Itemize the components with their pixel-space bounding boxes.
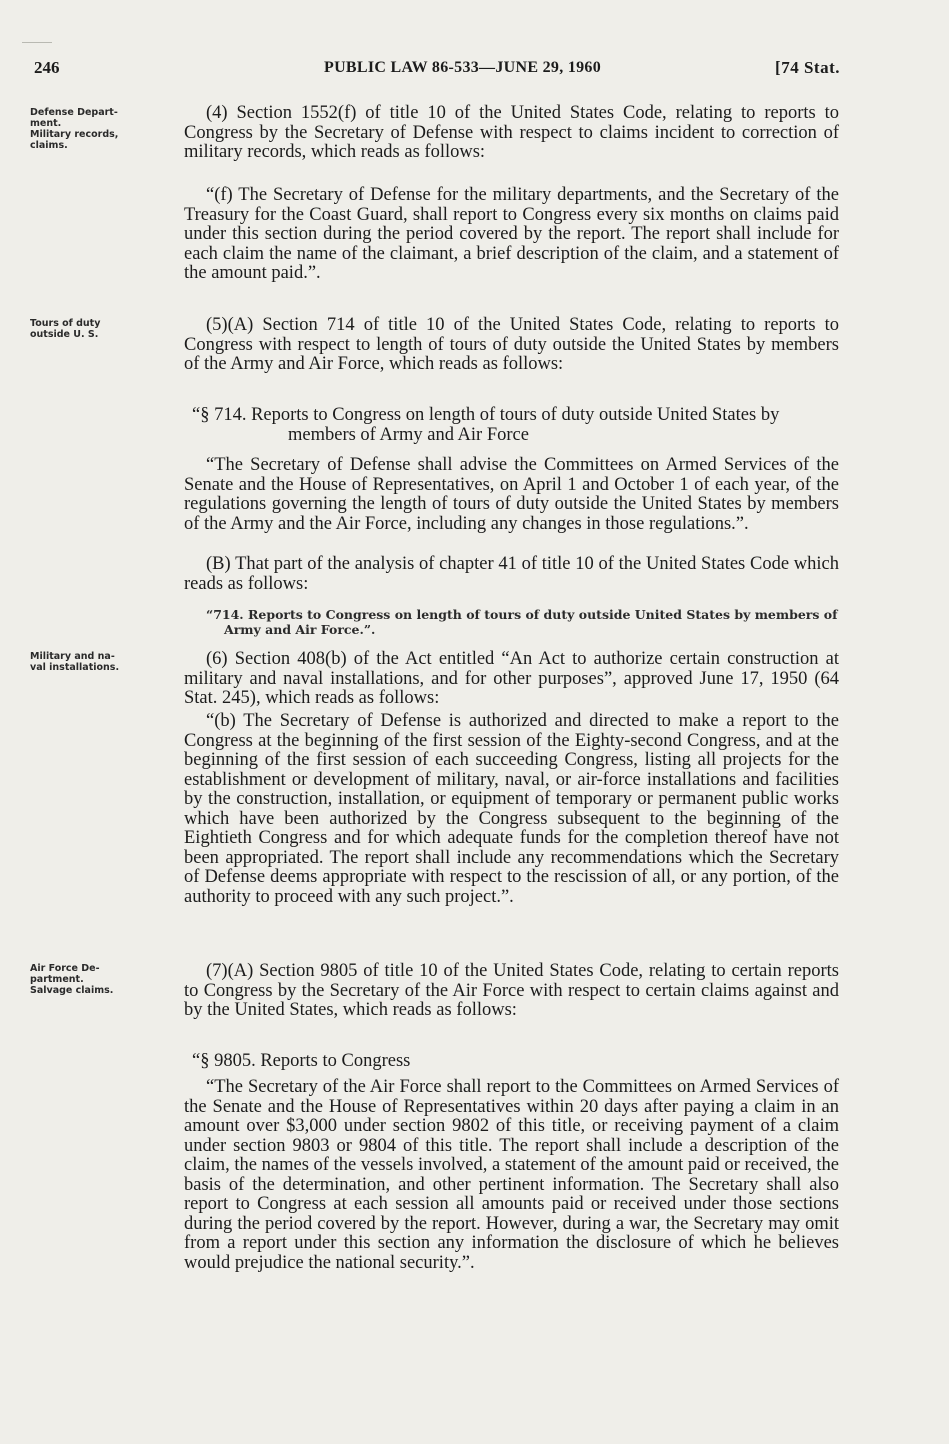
margin-note-line: Defense Depart- xyxy=(30,107,118,118)
statute-reference: [74 Stat. xyxy=(775,58,840,77)
margin-note-line: outside U. S. xyxy=(30,329,99,340)
paragraph-5b-quote: “714. Reports to Congress on length of tours of duty outside United States by members of Army and Air Force.”. xyxy=(206,607,838,637)
margin-note-airforce xyxy=(30,963,176,996)
margin-note-military xyxy=(30,651,176,673)
margin-note-line: partment. xyxy=(30,974,84,985)
margin-note-line: ment. xyxy=(30,118,62,129)
margin-note-defense xyxy=(30,107,176,151)
paragraph-4-quote: “(f) The Secretary of Defense for the military departments, and the Secretary of the Treasury for the Coast Guard, shall report to Congress every six months on claims paid under this section during the period covered by the report. The report shall include for each claim the name of the claimant, a brief description of the claim, and a statement of the amount paid.”. xyxy=(184,185,839,283)
margin-note-line: val installations. xyxy=(30,662,120,673)
margin-note-line: Air Force De- xyxy=(30,963,100,974)
margin-note-line: claims. xyxy=(30,140,68,151)
margin-note-line: Military and na- xyxy=(30,651,115,662)
margin-note-line: Tours of duty xyxy=(30,318,101,329)
section-714-text: “The Secretary of Defense shall advise the Committees on Armed Services of the Senate and the House of Representatives, on April 1 and October 1 of each year, of the regulations governing the length of tours of duty outside the United States by members of the Army and the Air Force, including any changes in those regulations.”. xyxy=(184,455,839,534)
page-number: 246 xyxy=(34,58,60,77)
margin-note-line: Military records, xyxy=(30,129,119,140)
paragraph-4: (4) Section 1552(f) of title 10 of the United States Code, relating to reports to Congress by the Secretary of Defense with respect to claims incident to correction of military records, which reads as follows: xyxy=(184,103,839,162)
margin-note-line: Salvage claims. xyxy=(30,985,114,996)
paragraph-5a: (5)(A) Section 714 of title 10 of the United States Code, relating to reports to Congress with respect to length of tours of duty outside the United States by members of the Army and Air Force, which reads as follows: xyxy=(184,315,839,374)
margin-note-tours xyxy=(30,318,176,340)
page-header xyxy=(34,58,840,84)
paragraph-5b: (B) That part of the analysis of chapter 41 of title 10 of the United States Code which reads as follows: xyxy=(184,554,839,594)
section-9805-heading: “§ 9805. Reports to Congress xyxy=(192,1051,411,1071)
section-9805-text: “The Secretary of the Air Force shall report to the Committees on Armed Services of the Senate and the House of Representatives within 20 days after paying a claim in an amount over $3,000 under section 9802 of this title, or receiving payment of a claim under section 9803 or 9804 of this title. The report shall include a description of the claim, the names of the vessels involved, a statement of the amount paid or received, the basis of the determination, and other pertinent information. The Secretary shall also report to Congress at each session all amounts paid or received under those sections during the period covered by the report. However, during a war, the Secretary may omit from a report under this section any information the disclosure of which he believes would prejudice the national security.”. xyxy=(184,1077,839,1273)
paragraph-6-quote: “(b) The Secretary of Defense is authorized and directed to make a report to the Congress at the beginning of the first session of the Eighty-second Congress, and at the beginning of the first session of each succeeding Congress, listing all projects for the establishment or development of military, naval, or air-force installations and facilities by the construction, installation, or equipment of temporary or permanent public works which have been authorized by the Congress subsequent to the beginning of the Eightieth Congress and for which adequate funds for the completion thereof have not been appropriated. The report shall include any recommendations which the Secretary of Defense deems appropriate with respect to the rescission of all, or any portion, of the authority to proceed with any such project.”. xyxy=(184,711,839,907)
scan-mark xyxy=(22,42,52,43)
section-714-heading: “§ 714. Reports to Congress on length of tours of duty outside United States by members of Army and Air Force xyxy=(192,405,780,445)
paragraph-6: (6) Section 408(b) of the Act entitled “An Act to authorize certain construction at military and naval installations, and for other purposes”, approved June 17, 1950 (64 Stat. 245), which reads as follows: xyxy=(184,649,839,708)
running-title: PUBLIC LAW 86-533—JUNE 29, 1960 xyxy=(324,59,602,76)
paragraph-7a: (7)(A) Section 9805 of title 10 of the United States Code, relating to certain reports to Congress by the Secretary of the Air Force with respect to certain claims against and by the United States, which reads as follows: xyxy=(184,961,839,1020)
